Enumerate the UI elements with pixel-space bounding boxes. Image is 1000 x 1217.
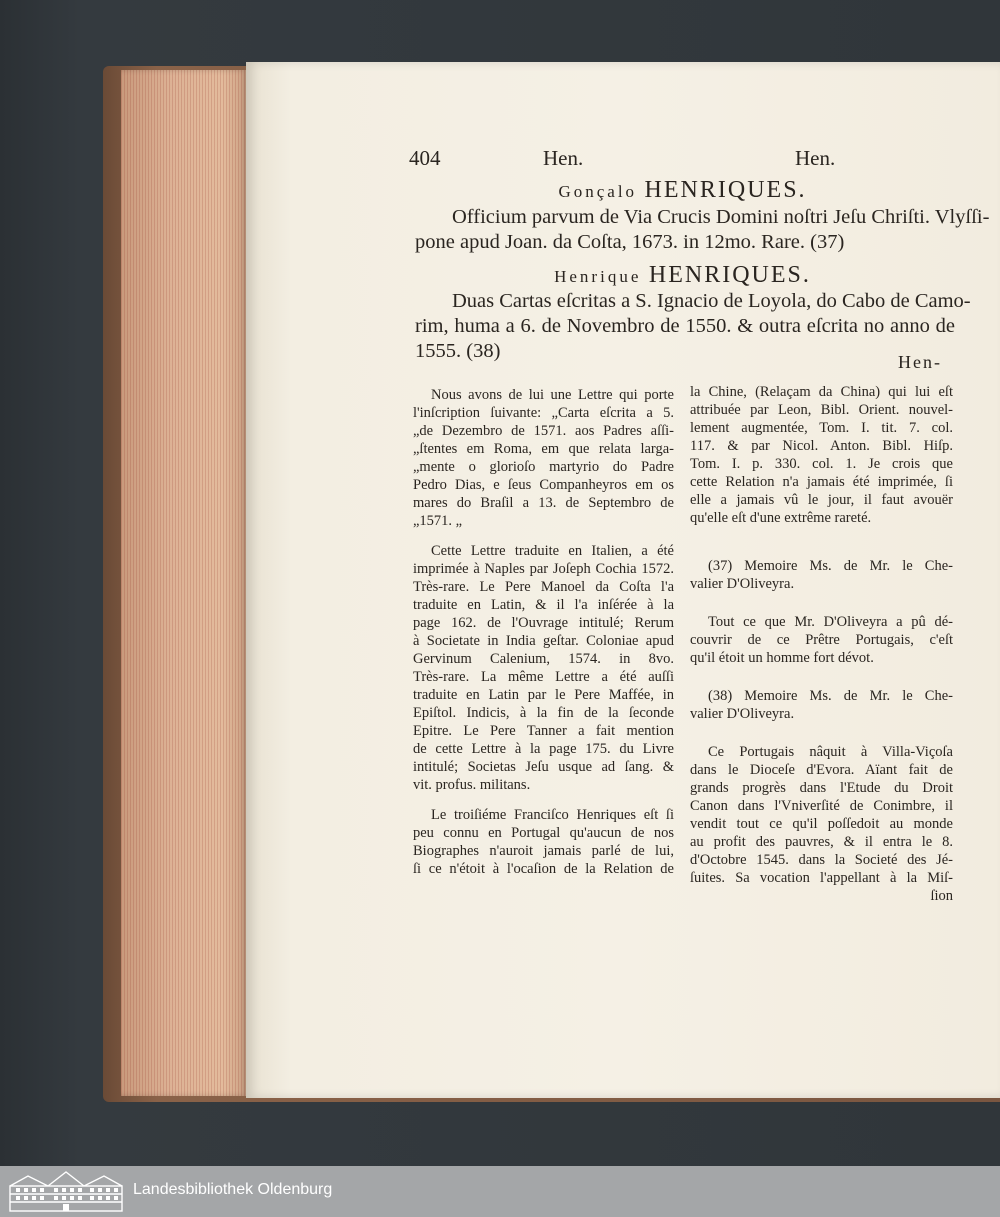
author-forename: Henrique xyxy=(554,267,642,286)
paragraph xyxy=(690,743,953,905)
bibliographic-entry xyxy=(415,205,990,255)
text-line: ſion xyxy=(930,888,953,904)
text-line: ſi ce n'étoit à l'ocaſion de la Relation de xyxy=(413,861,674,877)
running-head-right: Hen. xyxy=(795,146,836,170)
text-line: Ce Portugais nâquit à Villa-Viçoſa xyxy=(708,744,953,760)
text-line: à Societate in India geſtar. Coloniae apud xyxy=(413,633,674,649)
author-forename: Gonçalo xyxy=(558,182,638,201)
running-head-left: Hen. xyxy=(543,146,584,170)
text-line: Epitre. Le Pere Tanner a fait mention xyxy=(413,723,674,739)
footnote-37 xyxy=(690,557,953,593)
text-line: cette Relation n'a jamais été imprimée, ſi xyxy=(690,474,953,490)
text-line: attribuée par Leon, Bibl. Orient. nouvel- xyxy=(690,402,953,418)
text-line: peu connu en Portugal qu'aucun de nos xyxy=(413,825,674,841)
text-line: Biographes n'auroit jamais parlé de lui, xyxy=(413,843,674,859)
footnote-38 xyxy=(690,687,953,723)
text-line: traduite en Latin, & il l'a inſérée à la xyxy=(413,597,674,613)
paragraph xyxy=(690,613,953,667)
entry-line: Duas Cartas eſcritas a S. Ignacio de Loyola, do Cabo de Camo- xyxy=(452,290,971,312)
text-line: „1571. „ xyxy=(413,513,463,529)
text-line: (38) Memoire Ms. de Mr. le Che- xyxy=(708,688,953,704)
text-line: Très-rare. La même Lettre a été auſſi xyxy=(413,669,674,685)
text-line: Le troiſiéme Franciſco Henriques eſt ſi xyxy=(431,807,674,823)
text-line: qu'elle eſt d'une extrême rareté. xyxy=(690,510,872,526)
text-line: lement augmentée, Tom. I. tit. 7. col. xyxy=(690,420,953,436)
text-line: page 162. de l'Ouvrage intitulé; Rerum xyxy=(413,615,674,631)
text-line: au profit des pauvres, & il entra le 8. xyxy=(690,834,953,850)
paragraph xyxy=(413,806,674,878)
paragraph xyxy=(413,386,674,530)
text-line: la Chine, (Relaçam da China) qui lui eſt xyxy=(690,384,953,400)
text-line: l'inſcription ſuivante: „Carta eſcrita a 5. xyxy=(413,405,674,421)
text-line: couvrir de ce Prêtre Portugais, c'eſt xyxy=(690,632,953,648)
author-surname: HENRIQUES. xyxy=(644,177,807,203)
right-column xyxy=(690,383,953,905)
left-column xyxy=(413,386,674,890)
text-line: qu'il étoit un homme fort dévot. xyxy=(690,650,874,666)
text-line: (37) Memoire Ms. de Mr. le Che- xyxy=(708,558,953,574)
footer-bar xyxy=(0,1166,1000,1217)
text-line: Nous avons de lui une Lettre qui porte xyxy=(431,387,674,403)
library-name[interactable]: Landesbibliothek Oldenburg xyxy=(133,1181,333,1198)
text-line: Cette Lettre traduite en Italien, a été xyxy=(431,543,674,559)
text-line: d'Octobre 1545. dans la Societé des Jé- xyxy=(690,852,953,868)
library-building-logo-icon xyxy=(8,1170,124,1213)
text-line: Pedro Dias, e ſeus Companheyros em os xyxy=(413,477,674,493)
catchword: Hen- xyxy=(898,352,942,372)
page-number: 404 xyxy=(409,146,441,170)
text-line: Tom. I. p. 330. col. 1. Je crois que xyxy=(690,456,953,472)
author-surname: HENRIQUES. xyxy=(648,262,811,288)
text-line: „ſtentes em Roma, em que relata larga- xyxy=(413,441,674,457)
text-line: Très-rare. Le Pere Manoel da Coſta l'a xyxy=(413,579,674,595)
text-line: „mente o glorioſo martyrio do Padre xyxy=(413,459,674,475)
author-heading xyxy=(410,262,955,289)
entry-line: pone apud Joan. da Coſta, 1673. in 12mo. Rare. (37) xyxy=(415,231,845,253)
text-line: valier D'Oliveyra. xyxy=(690,576,795,592)
bibliographic-entry xyxy=(415,289,971,364)
text-line: vit. profus. militans. xyxy=(413,777,531,793)
text-line: traduite en Latin par le Pere Maffée, in xyxy=(413,687,674,703)
text-line: intitulé; Societas Jeſu usque ad ſang. & xyxy=(413,759,674,775)
text-line: valier D'Oliveyra. xyxy=(690,706,795,722)
page-edges xyxy=(121,70,248,1096)
text-line: Tout ce que Mr. D'Oliveyra a pû dé- xyxy=(708,614,953,630)
author-heading xyxy=(410,177,955,204)
text-line: elle a jamais vû le jour, il faut avouër xyxy=(690,492,953,508)
paragraph xyxy=(690,383,953,527)
text-line: de cette Lettre à la page 175. du Livre xyxy=(413,741,674,757)
text-line: Epiſtol. Indicis, à la fin de la ſeconde xyxy=(413,705,674,721)
text-line: ſuites. Sa vocation l'appellant à la Miſ- xyxy=(690,870,953,886)
text-line: vendit tout ce qu'il poſſedoit au monde xyxy=(690,816,953,832)
text-line: 117. & par Nicol. Anton. Bibl. Hiſp. xyxy=(690,438,953,454)
text-line: grands progrès dans l'Etude du Droit xyxy=(690,780,953,796)
text-line: dans le Dioceſe d'Evora. Aïant fait de xyxy=(690,762,953,778)
entry-line: rim, huma a 6. de Novembro de 1550. & outra eſcrita no anno de xyxy=(415,315,955,337)
text-line: Gervinum Calenium, 1574. in 8vo. xyxy=(413,651,674,667)
entry-line: Officium parvum de Via Crucis Domini noſtri Jeſu Chriſti. Vlyſſi- xyxy=(452,206,990,228)
text-line: Canon dans l'Vniverſité de Conimbre, il xyxy=(690,798,953,814)
text-line: imprimée à Naples par Joſeph Cochia 1572. xyxy=(413,561,674,577)
text-line: mares do Braſil a 13. de Septembro de xyxy=(413,495,674,511)
paragraph xyxy=(413,542,674,794)
entry-line: 1555. (38) xyxy=(415,340,501,362)
text-line: „de Dezembro de 1571. aos Padres aſſi- xyxy=(413,423,674,439)
